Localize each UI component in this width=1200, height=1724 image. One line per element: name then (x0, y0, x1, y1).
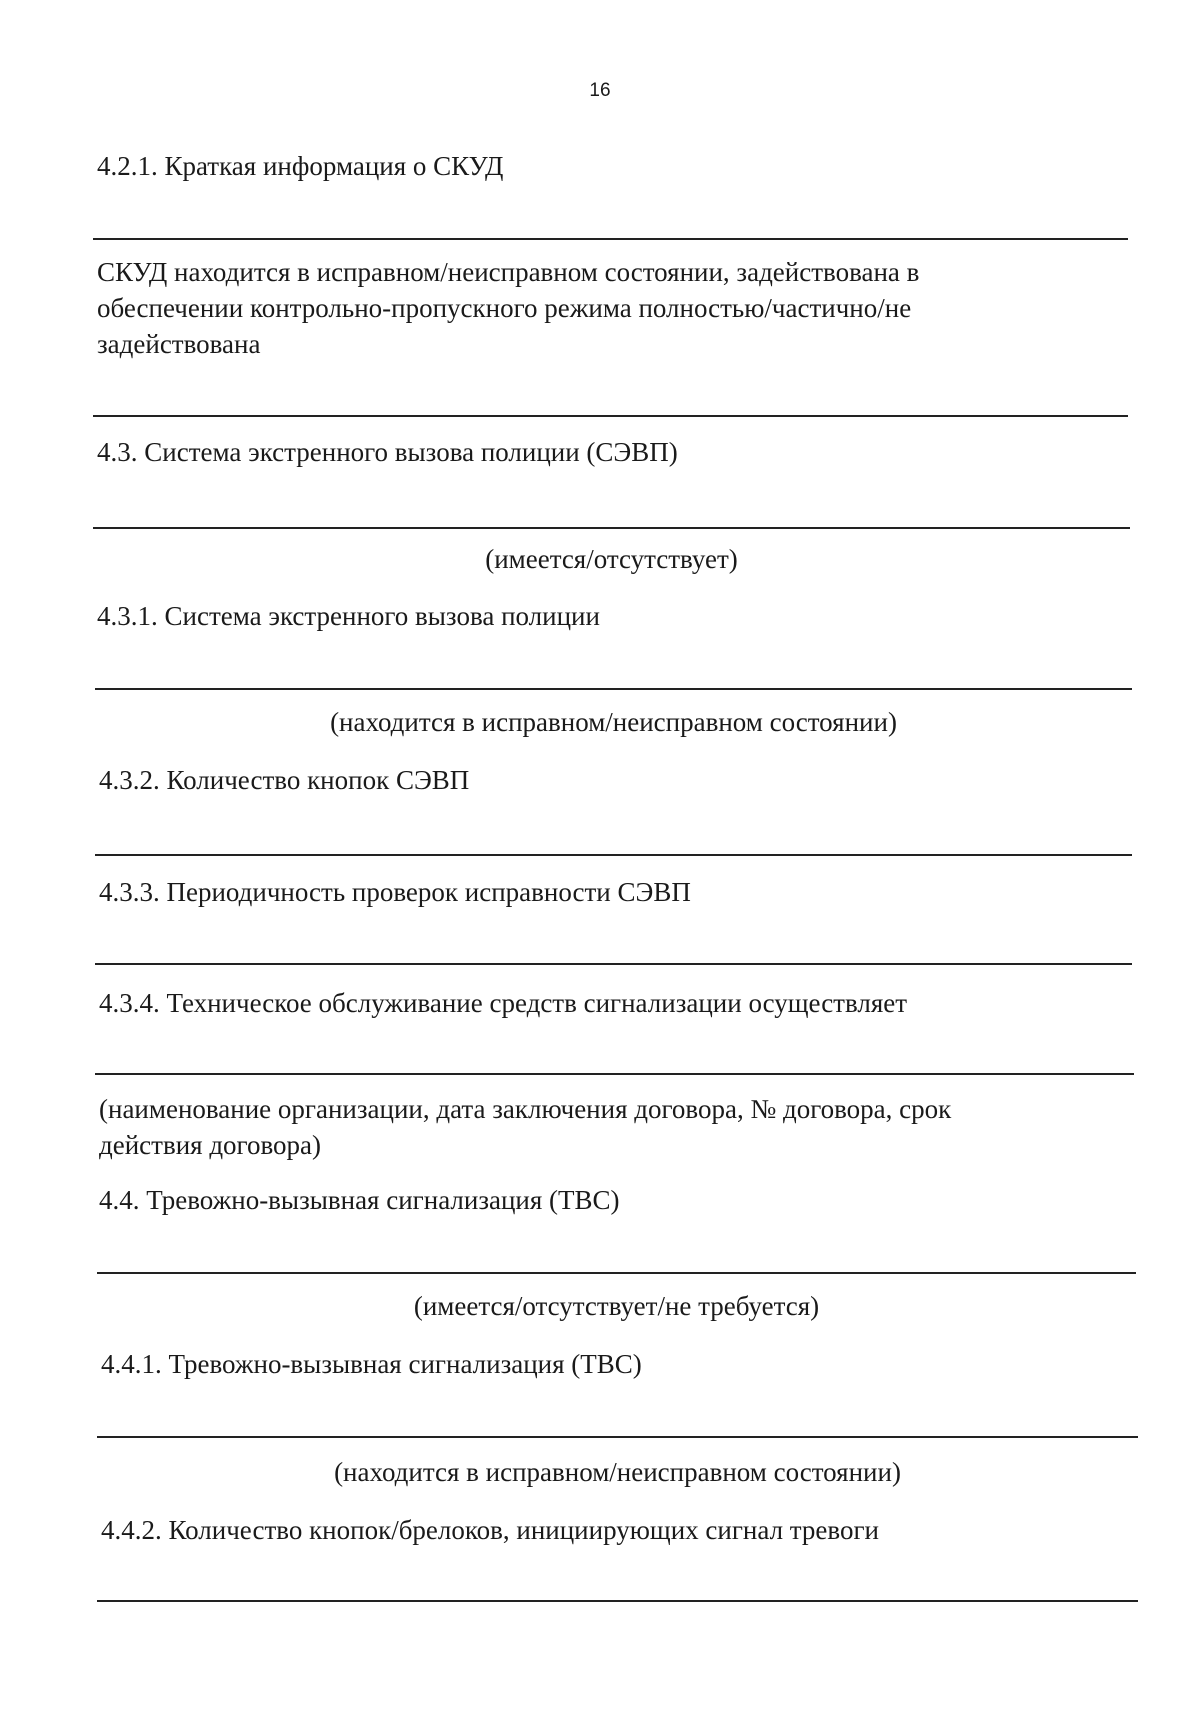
hint-4-4-1: (находится в исправном/неисправном состоянии) (334, 1457, 901, 1487)
heading-4-3: 4.3. Система экстренного вызова полиции (СЭВП) (97, 437, 678, 467)
fill-line-4-4-1 (97, 1436, 1138, 1438)
heading-4-4: 4.4. Тревожно-вызывная сигнализация (ТВС) (99, 1185, 620, 1215)
heading-4-2-1: 4.2.1. Краткая информация о СКУД (97, 151, 504, 181)
fill-line-4-3-2 (95, 854, 1132, 856)
fill-line-4-2-1 (93, 238, 1128, 240)
hint-4-3-1: (находится в исправном/неисправном состоянии) (330, 707, 897, 737)
page-number: 16 (589, 80, 611, 101)
heading-4-3-3: 4.3.3. Периодичность проверок исправности СЭВП (99, 877, 691, 907)
fill-line-4-4 (97, 1272, 1136, 1274)
fill-line-4-3 (93, 527, 1130, 529)
heading-4-4-1: 4.4.1. Тревожно-вызывная сигнализация (ТВС) (101, 1349, 642, 1379)
heading-4-3-4: 4.3.4. Техническое обслуживание средств сигнализации осуществляет (99, 988, 908, 1018)
hint-4-3: (имеется/отсутствует) (485, 544, 738, 574)
heading-4-3-2: 4.3.2. Количество кнопок СЭВП (99, 765, 470, 795)
heading-4-3-1: 4.3.1. Система экстренного вызова полиции (97, 601, 600, 631)
skud-status-text: СКУД находится в исправном/неисправном состоянии, задействована в обеспечении контрольно-пропускного режима полностью/частично/не задействована (97, 257, 920, 359)
heading-4-4-2: 4.4.2. Количество кнопок/брелоков, инициирующих сигнал тревоги (101, 1515, 879, 1545)
fill-line-4-3-1 (95, 688, 1132, 690)
hint-4-4: (имеется/отсутствует/не требуется) (413, 1291, 820, 1321)
fill-line-4-4-2 (97, 1600, 1138, 1602)
fill-line-4-3-3 (95, 963, 1132, 965)
hint-4-3-4: (наименование организации, дата заключения договора, № договора, срок действия договора) (99, 1094, 952, 1160)
fill-line-4-3-4 (95, 1073, 1134, 1075)
fill-line-4-2-1-end (93, 415, 1128, 417)
